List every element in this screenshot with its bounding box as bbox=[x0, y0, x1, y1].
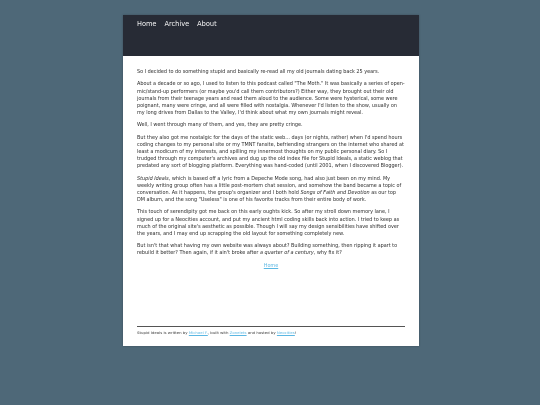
paragraph-7-text-a: But isn't that what having my own website was always about? Building something, then ripping it apart to rebuild it better? Then again, if it ain't broke after bbox=[137, 243, 398, 257]
footer-prefix: Stupid Ideals is written by bbox=[137, 330, 189, 335]
quarter-century-italic: a quarter of a century bbox=[259, 250, 314, 257]
footer-suffix: ! bbox=[294, 330, 297, 335]
site-header bbox=[123, 15, 419, 56]
paragraph-5-text-a: , which is based off a lyric from a Depeche Mode song, had also just been on my mind. My weekly writing group often has a little post-mortem chat session, and somehow the band became a topic of conversation. As it happens, the group's organizer and I both hold bbox=[137, 175, 402, 196]
paragraph-2: About a decade or so ago, I used to listen to this podcast called "The Moth." It was basically a series of open-mic/stand-up performers (or maybe you'd call them contributors?) Either way, they brought out their old journals from their teenage years and read them aloud to the audience. Some were hysterical, some were poignant, many were cringe, and all were filled with nostalgia. Whenever I'd listen to the show, usually on my long drives from Dallas to the Valley, I'd think about what my own journals might reveal. bbox=[137, 81, 405, 116]
home-link-row bbox=[137, 263, 405, 270]
paragraph-1: So I decided to do something stupid and basically re-read all my old journals dating back 25 years. bbox=[137, 69, 380, 75]
page-card bbox=[123, 15, 419, 346]
footer-mid-2: and hosted by bbox=[246, 330, 277, 335]
post-content bbox=[137, 69, 405, 271]
paragraph-7-text-b: , why fix it? bbox=[313, 250, 342, 257]
nav-archive-link[interactable]: Archive bbox=[164, 20, 190, 28]
paragraph-5-text-b: as our top DM album, and the song "Useless" is one of his favorite tracks from their entire body of work. bbox=[137, 189, 396, 203]
builder-link[interactable]: Zonelets bbox=[229, 330, 247, 335]
nav-bar bbox=[137, 17, 217, 31]
author-link[interactable]: Michael F. bbox=[188, 330, 208, 335]
site-name-italic: Stupid Ideals bbox=[137, 175, 169, 182]
home-link[interactable]: Home bbox=[263, 263, 279, 270]
album-title-italic: Songs of Faith and Devotion bbox=[300, 189, 370, 196]
nav-home-link[interactable]: Home bbox=[137, 20, 157, 28]
paragraph-7 bbox=[137, 243, 405, 257]
nav-about-link[interactable]: About bbox=[197, 20, 217, 28]
host-link[interactable]: Neocities bbox=[276, 330, 295, 335]
site-footer bbox=[137, 330, 405, 335]
paragraph-5 bbox=[137, 176, 405, 204]
paragraph-4: But they also got me nostalgic for the days of the static web... days (or nights, rather) when I'd spend hours coding changes to my personal site or my TMNT fansite, befriending strangers on the internet who shared at least a modicum of my interests, and spilling my innermost thoughts on my public personal diary. So I trudged through my computer's archives and dug up the old index file for Stupid Ideals, a static weblog that predated any sort of blogging platform. Everything was hand-coded (until 2001, when I discovered Blogger). bbox=[137, 134, 404, 170]
footer-mid-1: , built with bbox=[207, 330, 230, 335]
paragraph-3: Well, I went through many of them, and yes, they are pretty cringe. bbox=[137, 122, 303, 129]
footer-divider bbox=[137, 326, 405, 327]
paragraph-6: This touch of serendipity got me back on this early oughts kick. So after my stroll down memory lane, I signed up for a Neocities account, and put my ancient html coding skills back into action. I tried to keep as much of the original site's aesthetic as possible. Though I will say my design sensibilities have shifted over the years, and I may end up scrapping the old layout for something completely new. bbox=[137, 209, 400, 237]
